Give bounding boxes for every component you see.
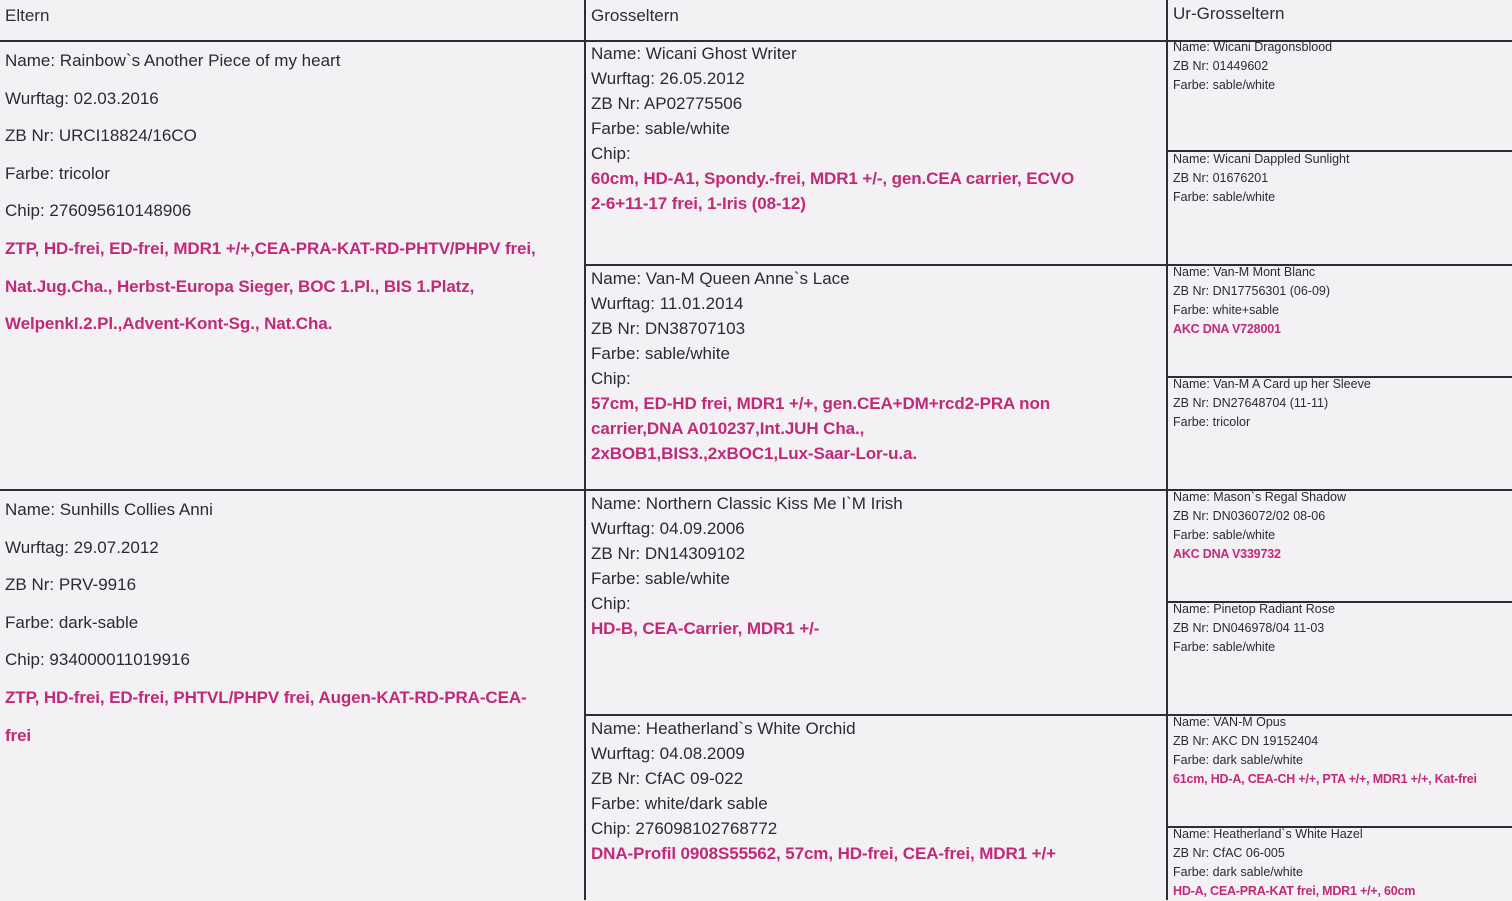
health-notes: 57cm, ED-HD frei, MDR1 +/+, gen.CEA+DM+rcd2-PRA non (591, 394, 1051, 413)
dog-color: Farbe: sable/white (1173, 528, 1276, 542)
dog-registration: ZB Nr: DN046978/04 11-03 (1173, 621, 1325, 635)
dog-registration: ZB Nr: AKC DN 19152404 (1173, 734, 1319, 748)
dog-name: Name: Van-M A Card up her Sleeve (1173, 377, 1371, 391)
health-notes: frei (5, 725, 32, 745)
grandparent-4 (591, 716, 1056, 866)
great-grandparent-3 (1173, 263, 1330, 339)
dog-registration: ZB Nr: DN38707103 (591, 319, 746, 338)
dog-name: Name: Sunhills Collies Anni (5, 500, 213, 519)
health-notes: ZTP, HD-frei, ED-frei, PHTVL/PHPV frei, Augen-KAT-RD-PRA-CEA- (5, 687, 527, 707)
dog-registration: ZB Nr: DN036072/02 08-06 (1173, 509, 1326, 523)
dog-chip: Chip: 276095610148906 (5, 201, 192, 221)
dog-birthdate: Wurftag: 02.03.2016 (5, 88, 159, 108)
grandparent-2 (591, 266, 1050, 466)
dog-color: Farbe: sable/white (1173, 190, 1276, 204)
health-notes: Nat.Jug.Cha., Herbst-Europa Sieger, BOC 1.Pl., BIS 1.Platz, (5, 276, 475, 296)
dog-chip: Chip: (591, 594, 631, 613)
dog-registration: ZB Nr: DN27648704 (11-11) (1173, 396, 1329, 410)
dog-birthdate: Wurftag: 04.09.2006 (591, 519, 745, 538)
parent-dam (5, 491, 527, 754)
dog-color: Farbe: sable/white (1173, 78, 1276, 92)
health-notes: carrier,DNA A010237,Int.JUH Cha., (591, 419, 865, 438)
dog-color: Farbe: sable/white (591, 119, 730, 138)
great-grandparent-1 (1173, 38, 1332, 95)
dog-registration: ZB Nr: DN14309102 (591, 544, 746, 563)
health-notes: 2-6+11-17 frei, 1-Iris (08-12) (591, 194, 806, 213)
dog-name: Name: Heatherland`s White Orchid (591, 719, 856, 738)
dog-birthdate: Wurftag: 11.01.2014 (591, 294, 744, 313)
dog-name: Name: Heatherland`s White Hazel (1173, 827, 1363, 841)
grandparent-1 (591, 41, 1074, 216)
dog-name: Name: Van-M Mont Blanc (1173, 265, 1316, 279)
dog-color: Farbe: sable/white (591, 569, 730, 588)
health-notes: 60cm, HD-A1, Spondy.-frei, MDR1 +/-, gen.CEA carrier, ECVO (591, 169, 1075, 188)
great-grandparent-5 (1173, 488, 1346, 564)
column-divider-2 (1166, 0, 1168, 900)
dog-color: Farbe: white/dark sable (591, 794, 768, 813)
great-grandparent-7 (1173, 713, 1477, 789)
dog-name: Name: Mason`s Regal Shadow (1173, 490, 1346, 504)
dog-chip: Chip: 934000011019916 (5, 650, 190, 670)
dog-color: Farbe: sable/white (591, 344, 730, 363)
parent-sire (5, 42, 536, 343)
dog-name: Name: Wicani Dappled Sunlight (1173, 152, 1350, 166)
dog-birthdate: Wurftag: 26.05.2012 (591, 69, 745, 88)
dog-registration: ZB Nr: CfAC 09-022 (591, 769, 744, 788)
header-grandparents: Grosseltern (591, 6, 679, 25)
header-great-grandparents: Ur-Grosseltern (1173, 4, 1285, 23)
dog-name: Name: Pinetop Radiant Rose (1173, 602, 1335, 616)
dog-name: Name: Wicani Dragonsblood (1173, 40, 1333, 54)
dog-color: Farbe: dark-sable (5, 612, 139, 632)
great-grandparent-4 (1173, 375, 1371, 432)
health-notes: ZTP, HD-frei, ED-frei, MDR1 +/+,CEA-PRA-KAT-RD-PHTV/PHPV frei, (5, 238, 536, 258)
health-notes: Welpenkl.2.Pl.,Advent-Kont-Sg., Nat.Cha. (5, 314, 333, 334)
dog-name: Name: Wicani Ghost Writer (591, 44, 797, 63)
health-notes: 61cm, HD-A, CEA-CH +/+, PTA +/+, MDR1 +/+, Kat-frei (1173, 772, 1477, 786)
dog-name: Name: Northern Classic Kiss Me I`M Irish (591, 494, 903, 513)
health-notes: AKC DNA V339732 (1173, 547, 1281, 561)
dog-name: Name: VAN-M Opus (1173, 715, 1286, 729)
health-notes: 2xBOB1,BIS3.,2xBOC1,Lux-Saar-Lor-u.a. (591, 444, 918, 463)
dog-color: Farbe: white+sable (1173, 303, 1279, 317)
dog-color: Farbe: tricolor (1173, 415, 1251, 429)
dog-color: Farbe: dark sable/white (1173, 865, 1303, 879)
health-notes: HD-A, CEA-PRA-KAT frei, MDR1 +/+, 60cm (1173, 884, 1416, 898)
dog-name: Name: Rainbow`s Another Piece of my heart (5, 51, 341, 70)
dog-registration: ZB Nr: 01676201 (1173, 171, 1269, 185)
dog-registration: ZB Nr: PRV-9916 (5, 575, 137, 595)
great-grandparent-8 (1173, 825, 1415, 901)
dog-registration: ZB Nr: URCI18824/16CO (5, 126, 197, 146)
dog-birthdate: Wurftag: 29.07.2012 (5, 537, 159, 557)
dog-registration: ZB Nr: 01449602 (1173, 59, 1269, 73)
dog-color: Farbe: dark sable/white (1173, 753, 1303, 767)
great-grandparent-2 (1173, 150, 1349, 207)
dog-color: Farbe: sable/white (1173, 640, 1276, 654)
dog-registration: ZB Nr: AP02775506 (591, 94, 743, 113)
great-grandparent-6 (1173, 600, 1335, 657)
dog-color: Farbe: tricolor (5, 163, 110, 183)
dog-name: Name: Van-M Queen Anne`s Lace (591, 269, 850, 288)
health-notes: DNA-Profil 0908S55562, 57cm, HD-frei, CEA-frei, MDR1 +/+ (591, 844, 1056, 863)
column-divider-1 (584, 0, 586, 900)
dog-chip: Chip: 276098102768772 (591, 819, 778, 838)
dog-chip: Chip: (591, 144, 631, 163)
header-parents: Eltern (5, 6, 50, 25)
dog-birthdate: Wurftag: 04.08.2009 (591, 744, 745, 763)
health-notes: AKC DNA V728001 (1173, 322, 1281, 336)
health-notes: HD-B, CEA-Carrier, MDR1 +/- (591, 619, 820, 638)
dog-registration: ZB Nr: DN17756301 (06-09) (1173, 284, 1331, 298)
dog-chip: Chip: (591, 369, 631, 388)
grandparent-3 (591, 491, 903, 641)
dog-registration: ZB Nr: CfAC 06-005 (1173, 846, 1285, 860)
